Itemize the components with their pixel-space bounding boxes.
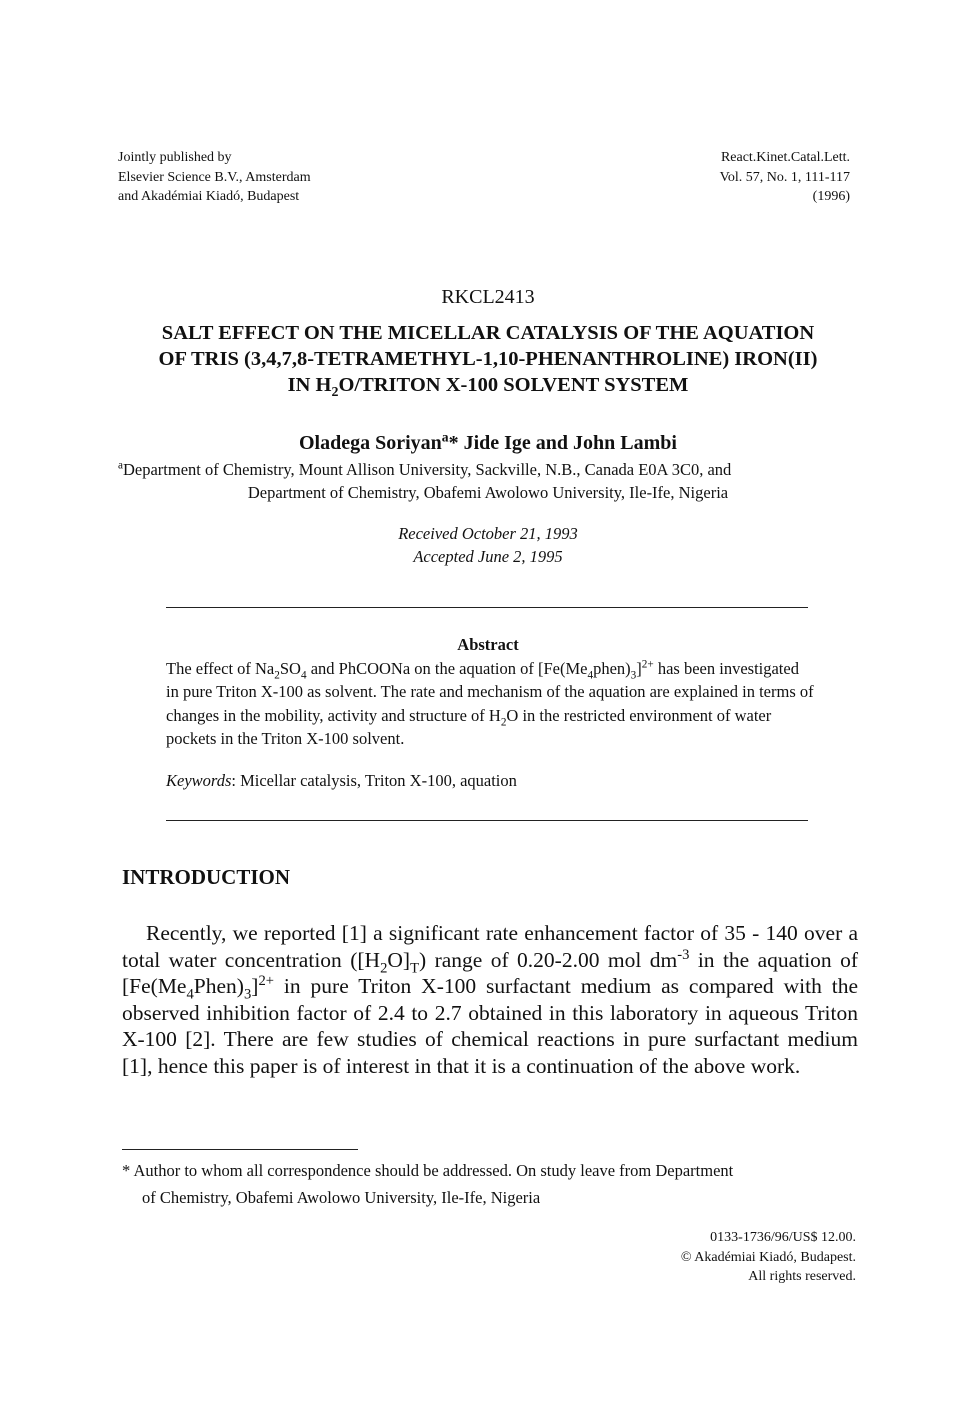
- title-text: O/TRITON X-100 SOLVENT SYSTEM: [338, 374, 689, 396]
- journal-name: React.Kinet.Catal.Lett.: [720, 150, 850, 165]
- author-star: *: [448, 432, 459, 454]
- keywords: [166, 771, 517, 791]
- abstract-text: [166, 657, 814, 750]
- publisher-block: [118, 148, 311, 207]
- para-sub: T: [410, 959, 419, 976]
- abs-seg: SO: [279, 659, 301, 678]
- issn-price: 0133-1736/96/US$ 12.00.: [710, 1230, 856, 1245]
- para-sub: 2: [380, 959, 388, 976]
- affil-text: Department of Chemistry, Mount Allison University, Sackville, N.B., Canada E0A 3C0, and: [122, 460, 732, 479]
- footnote-line: of Chemistry, Obafemi Awolowo University, Ile-Ife, Nigeria: [142, 1188, 541, 1207]
- affiliation-line: [118, 460, 731, 480]
- keywords-text: : Micellar catalysis, Triton X-100, aquation: [231, 771, 517, 790]
- journal-citation: [720, 148, 850, 207]
- affiliation-line: Department of Chemistry, Obafemi Awolowo University, Ile-Ife, Nigeria: [247, 483, 729, 502]
- para-seg: ]: [251, 974, 259, 998]
- title-text: IN H: [287, 374, 332, 396]
- publisher-line: and Akadémiai Kiadó, Budapest: [118, 189, 300, 204]
- journal-volume: Vol. 57, No. 1, 111-117: [719, 169, 850, 185]
- affil-mark: a: [118, 459, 123, 472]
- footnote-divider: [122, 1149, 358, 1150]
- abs-seg: The effect of Na: [166, 659, 275, 678]
- article-code: RKCL2413: [441, 286, 535, 308]
- para-seg: ) range of 0.20-2.00 mol dm: [419, 947, 678, 972]
- abs-sub: 2: [274, 669, 280, 682]
- abs-sup: 2+: [641, 658, 654, 671]
- para-seg: in pure Triton X-100 surfactant medium as compared with the observed inhibition factor of 2.4 to 2.7 obtained in this laboratory in aqueous Triton X-100 [2]. There are few studies of chemical reactions in pure surfactant medium [1], hence this paper is of interest in that it is a continuation of the above work.: [122, 974, 858, 1078]
- para-sub: 4: [186, 986, 194, 1003]
- para-seg: Phen): [193, 974, 244, 998]
- divider: [166, 607, 808, 608]
- para-sup: 2+: [258, 972, 274, 989]
- abs-sub: 2: [500, 715, 507, 728]
- received-date: Received October 21, 1993: [398, 524, 578, 543]
- title-line: OF TRIS (3,4,7,8-TETRAMETHYL-1,10-PHENANTHROLINE) IRON(II): [158, 348, 818, 370]
- publisher-line: Jointly published by: [118, 150, 232, 165]
- abstract-heading: Abstract: [457, 635, 519, 654]
- title-line: [60, 372, 916, 401]
- author-list: [0, 429, 976, 455]
- author-name: Oladega Soriyan: [299, 432, 442, 454]
- abs-seg: phen): [593, 659, 631, 678]
- abs-seg: and PhCOONa on the aquation of [Fe(Me: [306, 659, 588, 678]
- copyright-holder: © Akadémiai Kiadó, Budapest.: [680, 1249, 856, 1265]
- abs-sub: 3: [630, 669, 637, 682]
- copyright-block: [681, 1228, 856, 1287]
- rights-reserved: All rights reserved.: [748, 1269, 856, 1284]
- abs-seg: ]: [636, 659, 642, 678]
- footnote: [122, 1157, 852, 1211]
- dates-block: [0, 522, 976, 568]
- section-heading: INTRODUCTION: [122, 865, 291, 889]
- title-subscript: 2: [331, 385, 339, 401]
- title-line: SALT EFFECT ON THE MICELLAR CATALYSIS OF THE AQUATION: [161, 322, 815, 344]
- abs-seg: has been investigated in pure Triton X-100 as solvent. The rate and mechanism of the aquation are explained in terms of changes in the mobility, activity and structure of H: [166, 659, 814, 725]
- divider: [166, 820, 808, 821]
- accepted-date: Accepted June 2, 1995: [413, 547, 563, 566]
- para-seg: Recently, we reported [1] a significant rate enhancement factor of 35 - 140 over a total water concentration ([H: [122, 921, 858, 972]
- journal-year: (1996): [812, 189, 850, 204]
- para-sub: 3: [243, 986, 252, 1003]
- paper-title: [60, 320, 916, 401]
- para-seg: O]: [387, 947, 411, 972]
- intro-paragraph: [122, 920, 858, 1079]
- abs-sub: 4: [300, 669, 307, 682]
- para-sup: -3: [677, 946, 690, 963]
- keywords-label: Keywords: [166, 771, 232, 790]
- abs-seg: O in the restricted environment of water pockets in the Triton X-100 solvent.: [166, 705, 772, 748]
- author-affil-mark: a: [441, 429, 449, 445]
- abs-sub: 4: [587, 669, 594, 682]
- para-seg: in the aquation of [Fe(Me: [122, 947, 858, 998]
- footnote-line: * Author to whom all correspondence should be addressed. On study leave from Department: [122, 1161, 734, 1180]
- author-names: Jide Ige and John Lambi: [458, 432, 677, 454]
- publisher-line: Elsevier Science B.V., Amsterdam: [118, 169, 311, 185]
